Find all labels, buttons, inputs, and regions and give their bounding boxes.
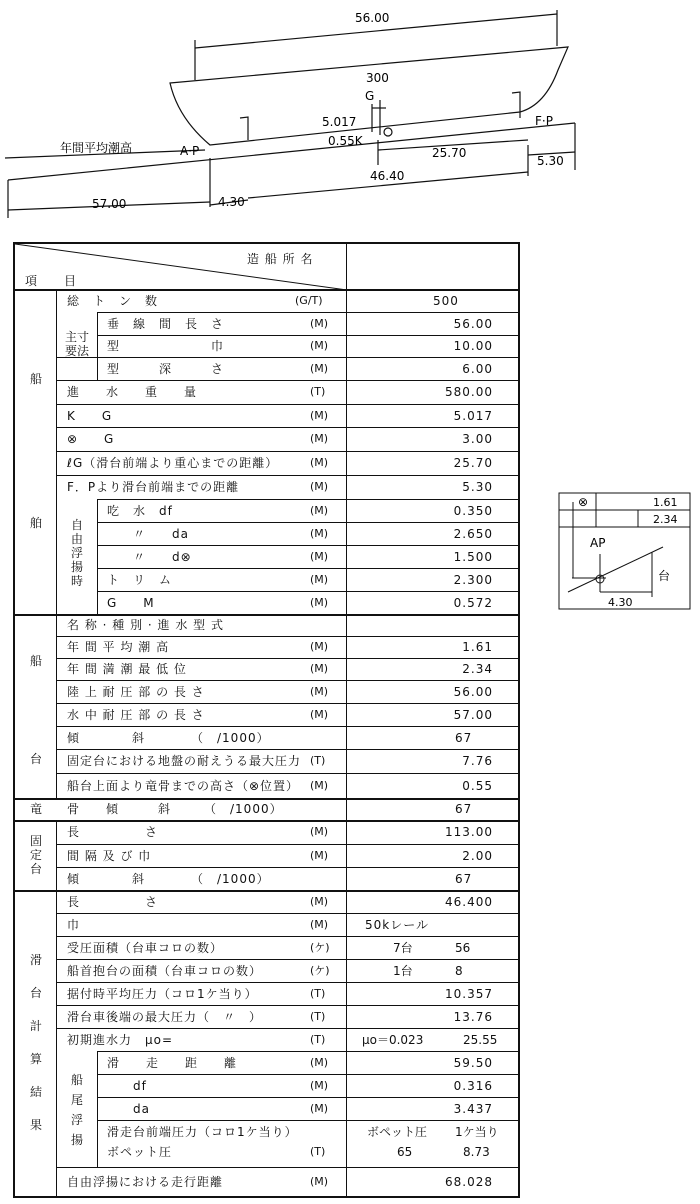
row-label: 骨 傾 斜 （ /1000） [67,802,283,816]
group-ship: 船 [29,372,42,386]
row-label: 滑走台前端圧力（コロ1ケ当り） [107,1125,298,1139]
row-value: 56 [455,941,471,955]
subgroup-col-line [97,1051,98,1167]
label-fp: F·P [535,114,553,128]
row-value: 2.00 [462,849,493,863]
row-value: 8.73 [463,1145,490,1159]
row-value: 580.00 [445,385,493,399]
row-label: 初期進水力 μo= [67,1033,174,1047]
row-unit: (M) [310,895,329,908]
dim-4640: 46.40 [370,169,405,183]
dim-530: 5.30 [537,154,564,168]
row-line [56,703,518,704]
row-unit: (M) [310,1102,329,1115]
row-label: 自由浮揚における走行距離 [67,1175,224,1189]
group-ship2: 舶 [29,516,42,530]
row-label: 型 深 さ [107,362,225,376]
row-label: ⊗ G [67,432,115,446]
row-unit: (G/T) [295,294,323,307]
row-label: ト リ ム [107,573,173,587]
row-unit: (M) [310,432,329,445]
inset-ap: AP [590,536,606,550]
row-label: 垂 線 間 長 さ [107,317,225,331]
row-unit: (M) [310,409,329,422]
row-label: df [133,1079,147,1093]
row-value: 67 [455,872,473,886]
row-value: 1.500 [453,550,493,564]
row-line [56,1167,518,1168]
row-line [97,335,518,336]
row-label: 据付時平均圧力（コロ1ケ当り） [67,987,258,1001]
inset-v1: 1.61 [653,496,678,509]
row-label: G M [107,596,155,610]
row-unit: (M) [310,596,329,609]
row-label: 間 隔 及 び 巾 [67,849,152,863]
row-label: 巾 [67,918,81,932]
row-value: 8 [455,964,463,978]
row-unit: (M) [310,480,329,493]
row-label: 型 巾 [107,339,225,353]
row-value: 5.30 [462,480,493,494]
row-label: 傾 斜 （ /1000） [67,872,270,886]
row-value: 0.350 [453,504,493,518]
group-free-float: 自由浮揚時 [70,518,83,588]
row-value: 59.50 [453,1056,493,1070]
row-label: 〃 d⊗ [133,550,192,564]
row-label: 滑 走 距 離 [107,1056,238,1070]
row-line [56,380,518,381]
group-main-dim: 主寸要法 [64,330,89,358]
row-unit: (M) [310,662,329,675]
row-label: 滑台車後端の最大圧力（ 〃 ） [67,1010,263,1024]
row-unit: (M) [310,573,329,586]
row-value: 5.017 [453,409,493,423]
row-unit: (M) [310,849,329,862]
row-label: 年 間 平 均 潮 高 [67,640,170,654]
row-label: 進 水 重 量 [67,385,198,399]
subgroup-col-line [97,499,98,614]
row-line [97,545,518,546]
row-value: 57.00 [453,708,493,722]
row-value: 7.76 [462,754,493,768]
row-value: 113.00 [445,825,493,839]
row-value: 0.316 [453,1079,493,1093]
row-value: 500 [433,294,459,308]
row-value: 2.300 [453,573,493,587]
inset-dai: 台 [658,569,671,583]
row-line [56,451,518,452]
row-line [97,1120,518,1121]
row-value: 56.00 [453,317,493,331]
row-value: 1.61 [462,640,493,654]
row-label: 陸 上 耐 圧 部 の 長 さ [67,685,205,699]
row-label: ℓG（滑台前端より重心までの距離） [67,456,279,470]
row-line [56,680,518,681]
row-line [56,475,518,476]
group-col-line [56,614,57,798]
row-line [56,1005,518,1006]
row-label: da [133,1102,150,1116]
row-label: 長 さ [67,895,159,909]
group-cradle2: 台 [29,752,42,766]
row-line [56,726,518,727]
row-value: 2.34 [462,662,493,676]
row-line [56,844,518,845]
row-label: 固定台における地盤の耐えうる最大圧力 [67,754,302,768]
row-line [56,959,518,960]
row-unit: (ケ) [310,941,330,954]
section-divider [15,820,518,822]
inset-v2: 2.34 [653,513,678,526]
launching-data-table [13,242,520,1198]
row-value: 6.00 [462,362,493,376]
row-value: 65 [397,1145,413,1159]
dim-56: 56.00 [355,11,390,25]
row-value: 68.028 [445,1175,493,1189]
row-value: μo＝0.023 [362,1033,424,1047]
row-unit: (M) [310,339,329,352]
row-value: 13.76 [453,1010,493,1024]
label-g: G [365,89,375,103]
header-shipyard: 造 船 所 名 [247,252,314,266]
row-label: 吃 水 df [107,504,173,518]
row-line [97,568,518,569]
tidal-label: 年間平均潮高 [60,141,133,155]
dim-300: 300 [366,71,389,85]
section-divider [15,614,518,616]
row-unit: (T) [310,385,326,398]
launching-diagram [0,0,700,230]
dim-2570: 25.70 [432,146,467,160]
row-line [56,357,518,358]
group-cradle: 船 [29,654,42,668]
group-stern: 船尾浮揚 [70,1073,83,1147]
row-value: 46.400 [445,895,493,909]
header-item: 項 目 [25,274,78,288]
row-unit: (M) [310,685,329,698]
row-value: 3.00 [462,432,493,446]
row-line [97,522,518,523]
row-unit: (T) [310,1145,326,1158]
row-label: 傾 斜 （ /1000） [67,731,270,745]
row-unit: (M) [310,456,329,469]
row-label: 長 さ [67,825,159,839]
row-value: 25.70 [453,456,493,470]
row-value: 0.572 [453,596,493,610]
section-divider [15,798,518,800]
row-line [56,749,518,750]
label-ap: A·P [180,144,200,158]
row-value: 10.357 [445,987,493,1001]
row-value: 67 [455,731,473,745]
row-line [97,1097,518,1098]
row-value: 10.00 [453,339,493,353]
row-label: 船台上面より竜骨までの高さ（⊗位置） [67,779,300,793]
row-value-label: ボペット圧 [367,1125,428,1139]
row-unit: (M) [310,504,329,517]
row-value: 3.437 [453,1102,493,1116]
row-line [97,499,518,500]
group-fixed: 固定台 [29,834,42,876]
inset-symbol: ⊗ [578,495,589,509]
row-label: 水 中 耐 圧 部 の 長 さ [67,708,205,722]
row-label: K G [67,409,113,423]
row-line [97,1074,518,1075]
row-unit: (M) [310,362,329,375]
row-line [97,1051,518,1052]
group-col-line [56,820,57,890]
row-label: 総 ト ン 数 [67,294,159,308]
row-line [56,936,518,937]
row-label: 名 称 · 種 別 · 進 水 型 式 [67,618,224,632]
row-unit: (T) [310,1033,326,1046]
row-value: 50kレール [365,918,429,932]
row-line [56,913,518,914]
group-ways: 竜 [29,802,42,816]
subgroup-col-line [97,312,98,380]
row-line [97,312,518,313]
row-unit: (T) [310,754,326,767]
group-calc: 滑台計算結果 [29,953,42,1132]
row-value-label: 1ケ当り [455,1125,499,1139]
row-label: 船首抱台の面積（台車コロの数） [67,964,263,978]
row-value: 2.650 [453,527,493,541]
row-value: 7台 [393,941,413,955]
dim-5700: 57.00 [92,197,127,211]
section-divider [15,890,518,892]
row-unit: (T) [310,987,326,1000]
row-label: 受圧面積（台車コロの数） [67,941,224,955]
row-line [56,867,518,868]
inset-dim: 4.30 [608,596,633,609]
row-unit: (ケ) [310,964,330,977]
row-unit: (M) [310,1079,329,1092]
row-line [56,773,518,774]
dim-kg: 5.017 [322,115,357,129]
row-line [56,1028,518,1029]
row-unit: (M) [310,708,329,721]
inset-diagram [558,492,692,610]
dim-430: 4.30 [218,195,245,209]
row-value: 0.55 [462,779,493,793]
row-unit: (M) [310,640,329,653]
row-label-2: ボペット圧 [107,1145,173,1159]
row-value: 67 [455,802,473,816]
row-value: 1台 [393,964,413,978]
row-unit: (M) [310,779,329,792]
value-column-divider [346,244,347,1196]
row-line [56,404,518,405]
row-line [56,289,518,290]
row-label: 年 間 満 潮 最 低 位 [67,662,187,676]
row-unit: (M) [310,918,329,931]
row-line [56,982,518,983]
row-line [97,591,518,592]
row-unit: (M) [310,1175,329,1188]
row-line [56,658,518,659]
dim-k: 0.55K [328,134,363,148]
row-label: 〃 da [133,527,189,541]
row-value: 25.55 [463,1033,498,1047]
row-line [56,636,518,637]
row-unit: (M) [310,550,329,563]
row-line [56,427,518,428]
row-unit: (T) [310,1010,326,1023]
row-value: 56.00 [453,685,493,699]
row-unit: (M) [310,1056,329,1069]
row-unit: (M) [310,317,329,330]
row-label: F．Pより滑台前端までの距離 [67,480,240,494]
row-unit: (M) [310,825,329,838]
row-unit: (M) [310,527,329,540]
